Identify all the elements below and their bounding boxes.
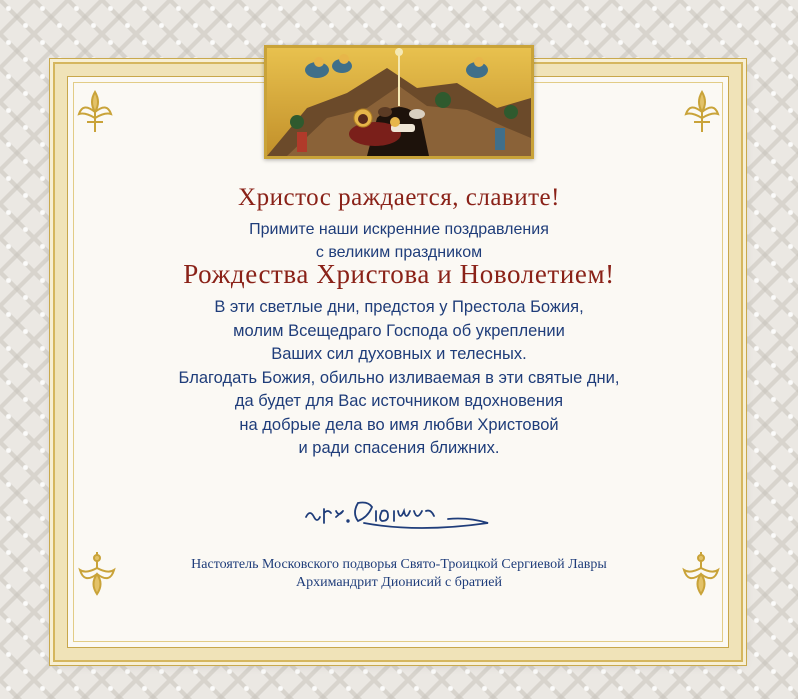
corner-ornament-bottom-left: [76, 548, 118, 598]
body-line: и ради спасения ближних.: [298, 439, 500, 457]
handwritten-signature: [298, 493, 498, 533]
intro-text: [120, 218, 678, 264]
footer-signature-block: [120, 556, 678, 592]
nativity-icon-image: [264, 45, 534, 159]
body-line: да будет для Вас источником вдохновения: [234, 392, 564, 410]
greeting-title: Христос раждается, славите!: [238, 184, 560, 211]
intro-line: Примите наши искренние поздравления: [249, 221, 549, 238]
corner-ornament-bottom-right: [680, 548, 722, 598]
fleur-de-lis-ornament-right: [682, 88, 722, 136]
body-line: Благодать Божия, обильно изливаемая в эти святые дни,: [178, 368, 620, 387]
body-line: В эти светлые дни, предстоя у Престола Божия,: [214, 298, 584, 316]
footer-line: Настоятель Московского подворья Свято-Троицкой Сергиевой Лавры: [191, 557, 607, 572]
body-line: молим Всещедраго Господа об укреплении: [233, 321, 565, 340]
body-line: Ваших сил духовных и телесных.: [271, 345, 527, 363]
intro-line: с великим праздником: [315, 244, 483, 261]
fleur-de-lis-ornament-left: [75, 88, 115, 136]
body-line: на добрые дела во имя любви Христовой: [239, 415, 559, 434]
body-text: [120, 296, 678, 461]
feast-title: Рождества Христова и Новолетием!: [183, 259, 615, 289]
footer-line: Архимандрит Дионисий с братией: [295, 575, 503, 590]
